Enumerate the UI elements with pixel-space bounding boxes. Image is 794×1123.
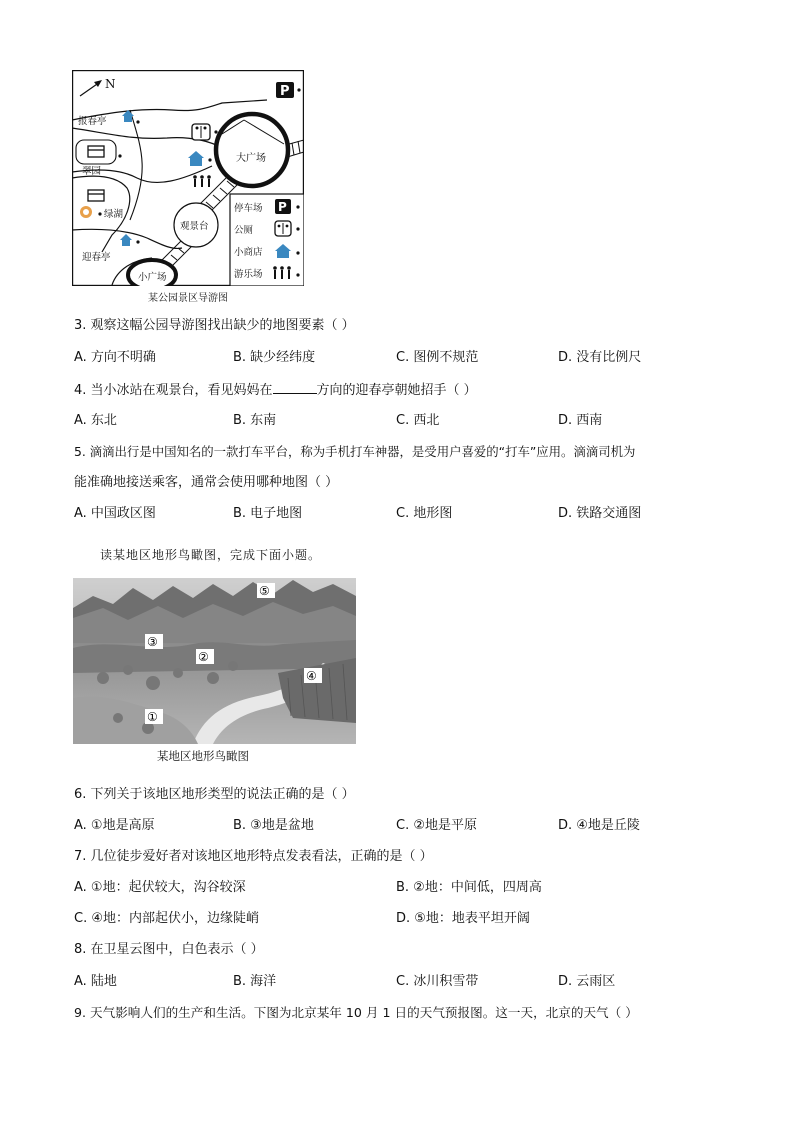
q8-option-d[interactable]: D. 云雨区 xyxy=(558,974,616,989)
q8-option-a[interactable]: A. 陆地 xyxy=(74,974,117,989)
q5-option-c[interactable]: C. 地形图 xyxy=(396,506,453,521)
q4-text-before: 4. 当小冰站在观景台，看见妈妈在 xyxy=(74,383,273,398)
place-baochun: 报春亭 xyxy=(78,116,107,127)
q6-option-a[interactable]: A. ①地是高原 xyxy=(74,818,155,833)
q8-option-c[interactable]: C. 冰川积雪带 xyxy=(396,974,479,989)
svg-text:P: P xyxy=(278,200,287,214)
q7-option-b[interactable]: B. ②地：中间低，四周高 xyxy=(396,880,542,895)
svg-text:P: P xyxy=(280,84,290,99)
marker-4: ④ xyxy=(306,669,317,683)
terrain-intro: 读某地区地形鸟瞰图，完成下面小题。 xyxy=(100,548,322,562)
q3-option-a[interactable]: A. 方向不明确 xyxy=(74,350,156,365)
q3-option-c[interactable]: C. 图例不规范 xyxy=(396,350,479,365)
q3-option-d[interactable]: D. 没有比例尺 xyxy=(558,350,642,365)
question-4 xyxy=(74,379,477,401)
marker-2: ② xyxy=(198,650,209,664)
q7-option-d[interactable]: D. ⑤地：地表平坦开阔 xyxy=(396,911,530,926)
q6-option-c[interactable]: C. ②地是平原 xyxy=(396,818,477,833)
place-cuiyuan: 翠园 xyxy=(82,166,102,177)
q7-option-c[interactable]: C. ④地：内部起伏小，边缘陡峭 xyxy=(74,911,259,926)
question-8: 8. 在卫星云图中，白色表示（ ） xyxy=(74,942,264,957)
marker-3: ③ xyxy=(147,635,158,649)
legend-toilet-label: 公厕 xyxy=(234,225,254,236)
legend-parking-label: 停车场 xyxy=(234,203,263,214)
place-dag: 大广场 xyxy=(236,153,266,164)
q6-option-d[interactable]: D. ④地是丘陵 xyxy=(558,818,640,833)
legend-playground-label: 游乐场 xyxy=(234,269,263,280)
q4-blank xyxy=(273,379,317,394)
north-label: N xyxy=(105,77,116,91)
question-6: 6. 下列关于该地区地形类型的说法正确的是（ ） xyxy=(74,787,355,802)
q3-option-b[interactable]: B. 缺少经纬度 xyxy=(233,350,316,365)
terrain-image xyxy=(73,578,356,744)
park-map-drawing xyxy=(72,70,304,286)
q5-option-a[interactable]: A. 中国政区图 xyxy=(74,506,156,521)
place-xiaog: 小广场 xyxy=(138,272,167,283)
question-3: 3. 观察这幅公园导游图找出缺少的地图要素（ ） xyxy=(74,318,355,333)
q4-text-after: 方向的迎春亭朝她招手（ ） xyxy=(316,383,477,398)
question-7: 7. 几位徒步爱好者对该地区地形特点发表看法，正确的是（ ） xyxy=(74,849,433,864)
place-lvhu: 绿湖 xyxy=(104,209,124,220)
q4-option-d[interactable]: D. 西南 xyxy=(558,413,603,428)
q5-option-b[interactable]: B. 电子地图 xyxy=(233,506,303,521)
q4-option-a[interactable]: A. 东北 xyxy=(74,413,117,428)
terrain-caption: 某地区地形鸟瞰图 xyxy=(157,749,249,763)
q7-option-a[interactable]: A. ①地：起伏较大，沟谷较深 xyxy=(74,880,246,895)
place-guanjing: 观景台 xyxy=(180,221,209,232)
park-map-caption: 某公园景区导游图 xyxy=(148,293,228,304)
calendar-icon-2 xyxy=(88,190,104,201)
park-map xyxy=(72,70,304,286)
q8-option-b[interactable]: B. 海洋 xyxy=(233,974,277,989)
terrain-drawing xyxy=(73,578,356,744)
q4-option-b[interactable]: B. 东南 xyxy=(233,413,277,428)
q5-option-d[interactable]: D. 铁路交通图 xyxy=(558,506,642,521)
marker-5: ⑤ xyxy=(259,584,270,598)
place-yingchun: 迎春亭 xyxy=(82,252,111,263)
q4-option-c[interactable]: C. 西北 xyxy=(396,413,440,428)
question-5-line2: 能准确地接送乘客，通常会使用哪种地图（ ） xyxy=(74,475,339,490)
legend-shop-label: 小商店 xyxy=(234,247,263,258)
q6-option-b[interactable]: B. ③地是盆地 xyxy=(233,818,314,833)
question-5-line1: 5. 滴滴出行是中国知名的一款打车平台，称为手机打车神器，是受用户喜爱的“打车”应用。滴滴司机为 xyxy=(74,444,636,459)
question-9: 9. 天气影响人们的生产和生活。下图为北京某年 10 月 1 日的天气预报图。这一天，北京的天气（ ） xyxy=(74,1005,638,1020)
marker-1: ① xyxy=(147,710,158,724)
playground-icon xyxy=(193,175,211,187)
